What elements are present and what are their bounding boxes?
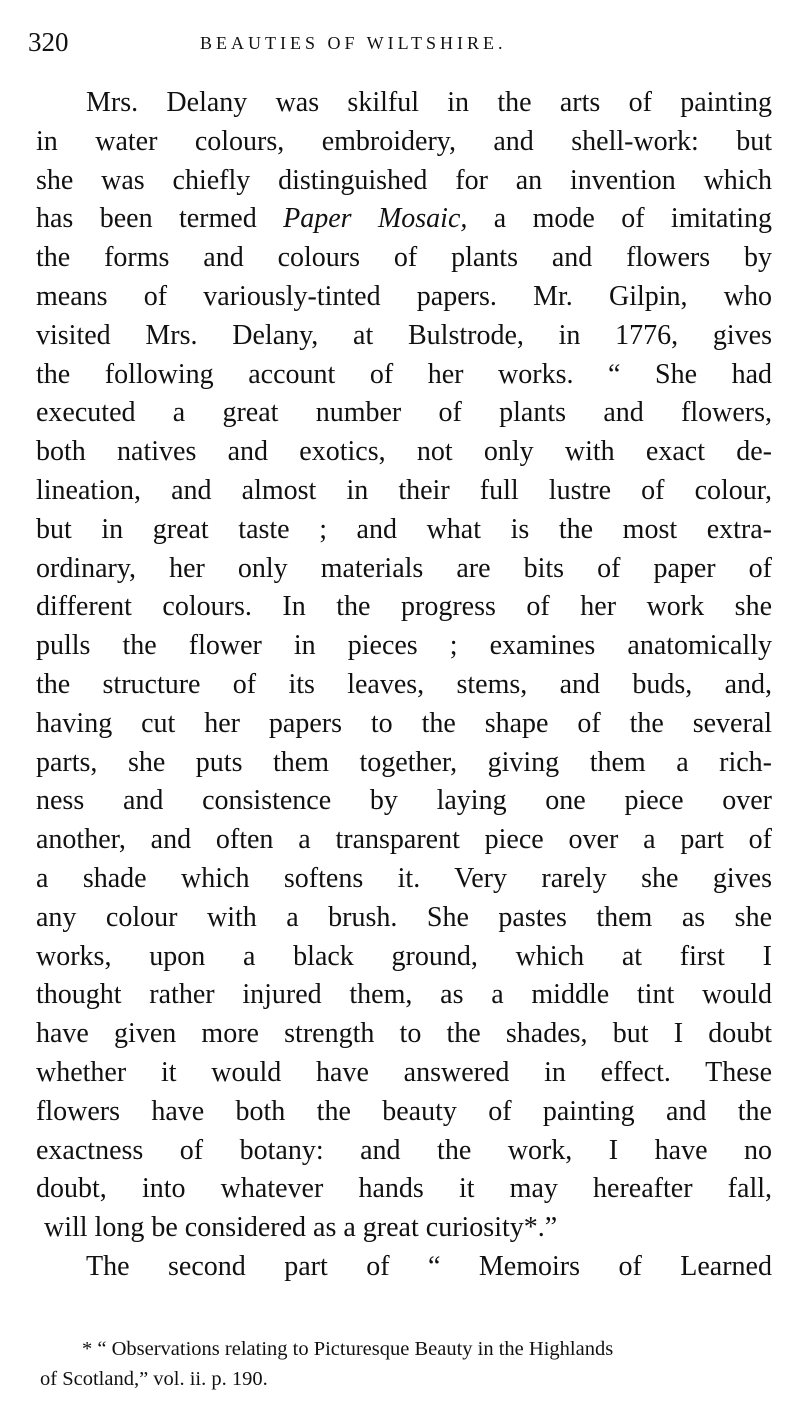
text-line: both natives and exotics, not only with exact de- [36,436,772,468]
text-line: means of variously-tinted papers. Mr. Gilpin, who [36,280,772,312]
body-text [36,84,772,1287]
text-line: in water colours, embroidery, and shell-work: but [36,125,772,157]
text-line: Mrs. Delany was skilful in the arts of painting [86,87,772,118]
text-segment: a mode of imitating [493,203,773,235]
text-line: lineation, and almost in their full lustre of colour, [36,474,772,506]
text-line: executed a great number of plants and flowers, [36,397,772,429]
text-line: but in great taste ; and what is the most extra- [36,513,772,545]
text-line: The second part of “ Memoirs of Learned [86,1250,772,1282]
text-line: having cut her papers to the shape of the several [36,707,772,739]
text-line: exactness of botany: and the work, I have no [36,1134,772,1166]
text-line [36,200,772,239]
text-line: ness and consistence by laying one piece over [36,785,772,817]
text-line: the following account of her works. “ She had [36,358,772,390]
page-number: 320 [28,27,69,57]
running-title: BEAUTIES OF WILTSHIRE. [200,33,507,53]
text-line: whether it would have answered in effect. These [36,1056,772,1088]
footnote-line: of Scotland,” vol. ii. p. 190. [40,1368,268,1390]
text-line: the structure of its leaves, stems, and buds, and, [36,668,772,700]
text-line: another, and often a transparent piece over a part of [36,824,772,856]
text-line: flowers have both the beauty of painting and the [36,1095,772,1127]
text-line: different colours. In the progress of her work she [36,591,772,623]
text-line: will long be considered as a great curiosity*.” [44,1212,558,1244]
text-line: parts, she puts them together, giving them a rich- [36,746,772,778]
text-line: have given more strength to the shades, but I doubt [36,1018,772,1050]
footnote [40,1334,774,1394]
text-line: works, upon a black ground, which at first I [36,940,772,972]
text-line: thought rather injured them, as a middle tint would [36,979,772,1011]
running-head [28,24,778,60]
footnote-line: * “ Observations relating to Picturesque Beauty in the Highlands [82,1338,614,1360]
text-line: the forms and colours of plants and flowers by [36,242,772,274]
text-line: a shade which softens it. Very rarely she gives [36,862,772,894]
text-line: any colour with a brush. She pastes them as she [36,901,772,933]
text-line: ordinary, her only materials are bits of paper of [36,552,772,584]
text-line: visited Mrs. Delany, at Bulstrode, in 1776, gives [36,319,772,351]
text-line: doubt, into whatever hands it may hereafter fall, [36,1173,772,1205]
text-line: pulls the flower in pieces ; examines anatomically [36,630,772,662]
italic-title: Paper Mosaic, [283,203,468,235]
text-line: she was chiefly distinguished for an invention which [36,164,772,196]
text-segment: has been termed [36,203,257,235]
